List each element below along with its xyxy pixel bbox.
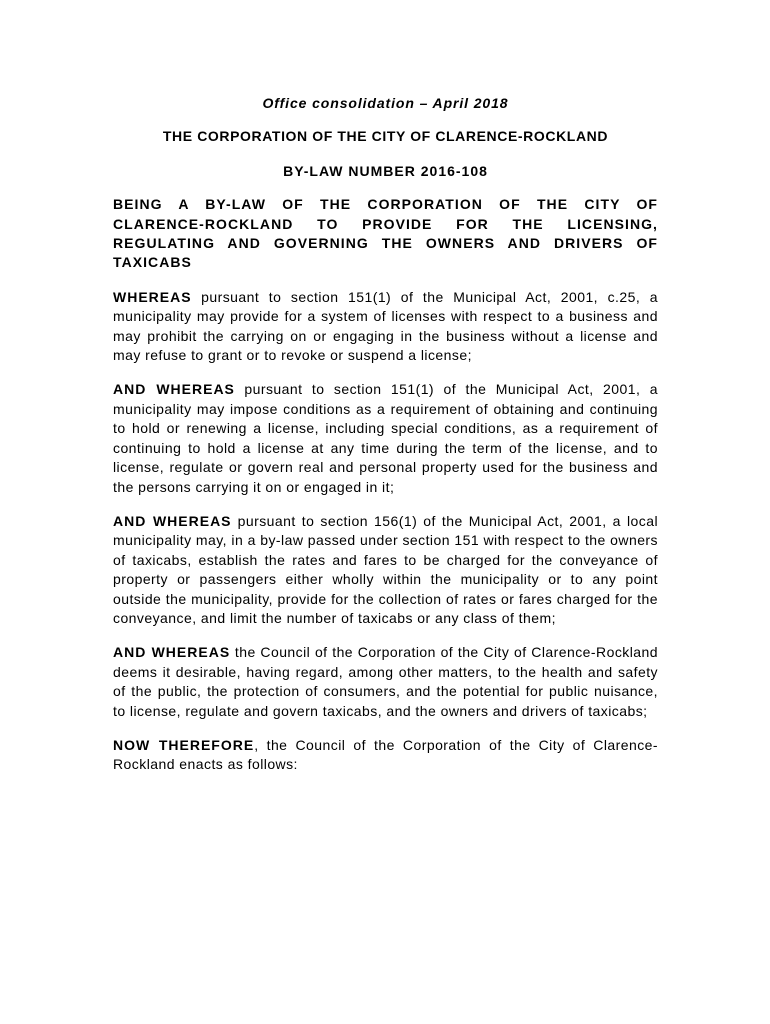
- recital-text: pursuant to section 151(1) of the Municipal Act, 2001, c.25, a municipality may provide for a system of licenses with respect to a business and may prohibit the carrying on or engaging in the business without a license and may refuse to grant or to revoke or suspend a license;: [113, 288, 658, 364]
- recital-lead: AND WHEREAS: [113, 512, 232, 529]
- recital-paragraph-2: [113, 380, 658, 496]
- enacting-lead: NOW THEREFORE: [113, 736, 255, 753]
- recital-text: pursuant to section 156(1) of the Municipal Act, 2001, a local municipality may, in a by-law passed under section 151 with respect to the owners of taxicabs, establish the rates and fares to be charged for the conveyance of property or passengers either wholly within the municipality or to any point outside the municipality, provide for the collection of rates or fares charged for the conveyance, and limit the number of taxicabs or any class of them;: [113, 512, 659, 626]
- recital-paragraph-3: [113, 512, 658, 628]
- recital-lead: WHEREAS: [113, 288, 192, 305]
- bylaw-page: [113, 94, 658, 790]
- recital-lead: AND WHEREAS: [113, 381, 235, 398]
- recital-paragraph-4: [113, 643, 658, 721]
- bylaw-heading: BEING A BY-LAW OF THE CORPORATION OF THE CITY OF CLARENCE-ROCKLAND TO PROVIDE FOR THE LICENSING, REGULATING AND GOVERNING THE OWNERS AND DRIVERS OF TAXICABS: [113, 196, 658, 271]
- enacting-clause: [113, 736, 658, 775]
- recital-text: pursuant to section 151(1) of the Municipal Act, 2001, a municipality may impose conditions as a requirement of obtaining and continuing to hold or renewing a license, including special conditions, as a requirement of continuing to hold a license at any time during the term of the license, and to license, regulate or govern real and personal property used for the business and the persons carrying it on or engaged in it;: [113, 381, 659, 495]
- recital-text: the Council of the Corporation of the City of Clarence-Rockland deems it desirable, having regard, among other matters, to the health and safety of the public, the protection of consumers, and the potential for public nuisance, to license, regulate and govern taxicabs, and the owners and drivers of taxicabs;: [113, 644, 658, 719]
- consolidation-note: Office consolidation – April 2018: [262, 95, 509, 111]
- enacting-text: , the Council of the Corporation of the City of Clarence-Rockland enacts as follows:: [113, 736, 658, 773]
- bylaw-number: BY-LAW NUMBER 2016-108: [283, 162, 488, 179]
- corporation-title: THE CORPORATION OF THE CITY OF CLARENCE-ROCKLAND: [162, 128, 609, 145]
- recital-paragraph-1: [113, 288, 658, 366]
- recital-lead: AND WHEREAS: [113, 644, 231, 661]
